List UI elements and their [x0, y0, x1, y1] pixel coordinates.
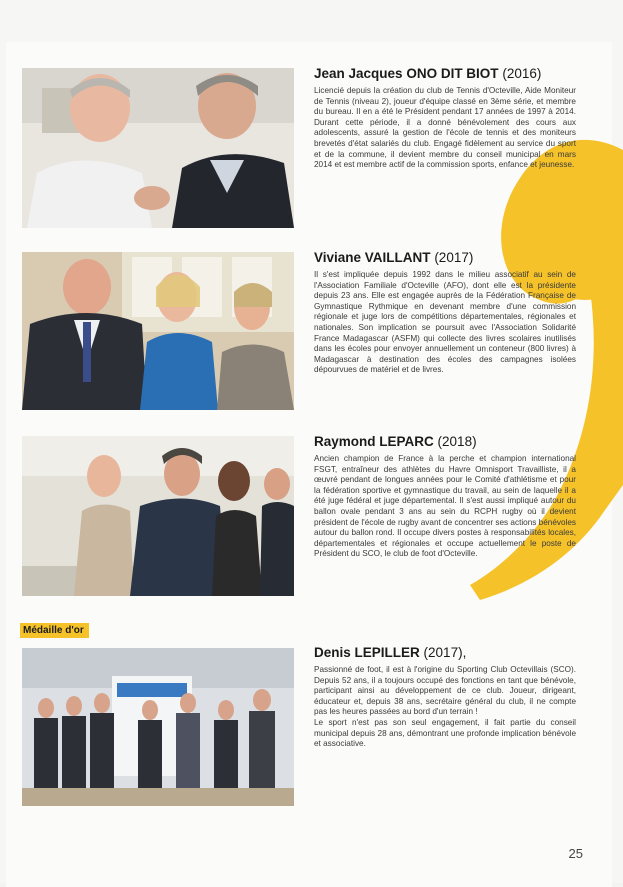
honoree-year: (2017), [423, 645, 467, 660]
honoree-year: (2016) [502, 66, 542, 81]
photo-lepiller [22, 648, 294, 806]
honoree-bio-paragraph-2: Le sport n'est pas son seul engagement, il fait partie du conseil municipal depuis 28 ans, démontrant une profonde implication bénévole et associative. [314, 717, 576, 749]
honoree-lastname: ONO DIT BIOT [406, 66, 499, 81]
ghost-bleed-text [470, 22, 473, 36]
honoree-lastname: LEPILLER [354, 645, 420, 660]
page-number: 25 [568, 846, 583, 861]
honoree-block-3 [314, 434, 576, 560]
honoree-block-1 [314, 66, 576, 171]
photo-leparc [22, 436, 294, 596]
honoree-name [314, 434, 576, 450]
honoree-name [314, 645, 576, 661]
honoree-lastname: VAILLANT [364, 250, 431, 265]
honoree-firstname: Viviane [314, 250, 365, 265]
honoree-bio: Il s'est impliquée depuis 1992 dans le milieu associatif au sein de l'Association Familiale d'Octeville (AFO), dont elle est la présidente depuis 23 ans. Elle est engagée auprès de la Fédération Française de Gymnastique Rythmique en devenant membre d'une commission régionale et juge lors de compétitions départementales, régionales et nationales. Son implication se poursuit avec l'Association Solidarité France Madagascar (ASFM) qui collecte des livres scolaires inutilisés dans les écoles pour envoyer annuellement un conteneur (800 livres) à Madagascar à destination des écoles des campagnes isolées dépourvues de matériel et de livres. [314, 270, 576, 375]
honoree-firstname: Denis [314, 645, 355, 660]
honoree-firstname: Jean Jacques [314, 66, 407, 81]
photo-vaillant [22, 252, 294, 410]
honoree-year: (2018) [437, 434, 477, 449]
honoree-bio [314, 665, 576, 750]
photo-ono-dit-biot [22, 68, 294, 228]
honoree-lastname: LEPARC [379, 434, 434, 449]
honoree-name [314, 66, 576, 82]
medaille-or-badge: Médaille d'or [20, 623, 89, 638]
honoree-bio-paragraph-1: Passionné de foot, il est à l'origine du Sporting Club Octevillais (SCO). Depuis 52 ans, il a toujours occupé des fonctions en tant que bénévole, participant ainsi au développement de ce club. Joueur, dirigeant, éducateur et, depuis 38 ans, secrétaire général du club, il ne compte pas les heures passées au bord d'un terrain ! [314, 665, 576, 717]
honoree-bio: Licencié depuis la création du club de Tennis d'Octeville, Aide Moniteur de Tennis (niveau 2), joueur d'équipe classé en 3ème série, et membre du bureau. Il en a été le Président pendant 17 années de 1997 à 2014. Durant cette période, il a donné bénévolement des cours aux adolescents, assuré la gestion de l'école de tennis et des moniteurs brevetés d'état salariés du club. Engagé fidèlement au service du sport et de la commune, il devient membre du conseil municipal en mars 2014 et est membre actif de la commission sports, enfance et jeunesse. [314, 86, 576, 170]
honoree-bio: Ancien champion de France à la perche et champion international FSGT, entraîneur des athlètes du Havre Omnisport Travailliste, il a œuvré pendant de longues années pour le Comité d'athlétisme et pour la fédération sportive et gymnastique du travail, au sein de laquelle il a été juge fédéral et juge départemental. Il s'est aussi impliqué autour du ballon ovale pendant 3 ans au sein du RCPH rugby où il devient président de l'école de rugby avant de concentrer ses actions bénévoles autour du ballon rond. Il occupe divers postes à responsabilités locales, départementales et régionales et occupe actuellement le poste de Président du SCO, le club de foot d'Octeville. [314, 454, 576, 559]
honoree-year: (2017) [434, 250, 474, 265]
honoree-firstname: Raymond [314, 434, 380, 449]
honoree-name [314, 250, 576, 266]
honoree-block-2 [314, 250, 576, 376]
honoree-block-4 [314, 645, 576, 750]
